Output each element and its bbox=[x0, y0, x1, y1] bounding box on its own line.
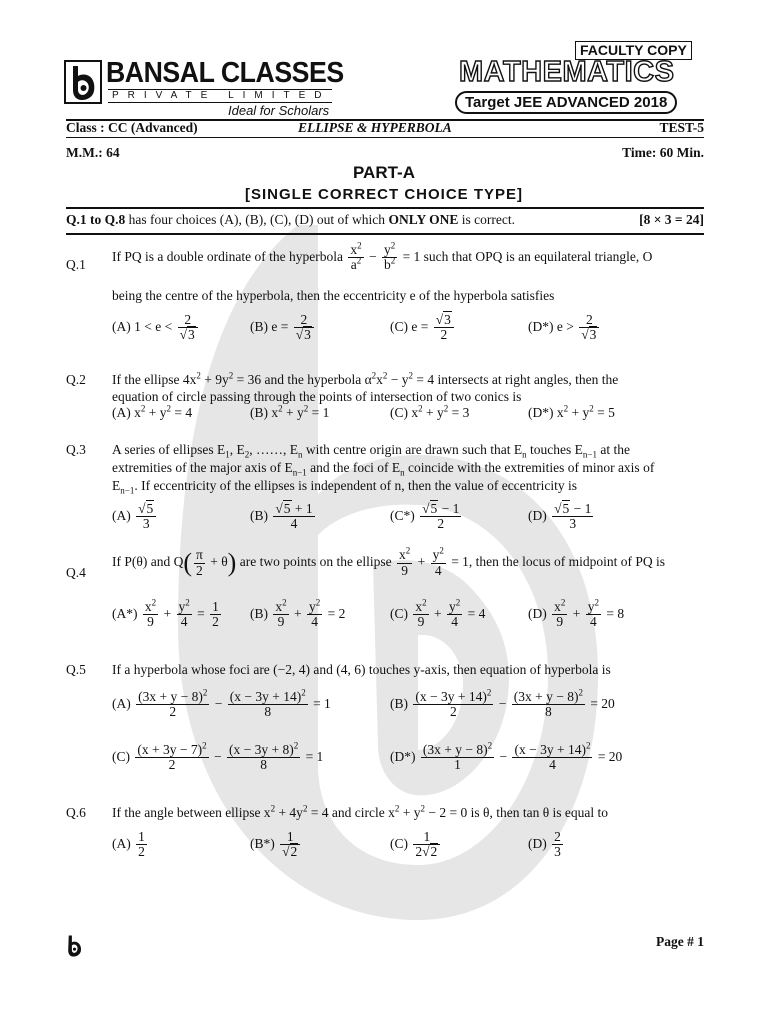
question-number: Q.2 bbox=[66, 372, 86, 387]
option-d: (D) $\frac{2}{3}$ bbox=[528, 829, 561, 860]
option-d: (D) $\frac{x^2}{9}$ + $\frac{y^2}{4}$ = 8 bbox=[528, 597, 625, 630]
faculty-copy-badge: FACULTY COPY bbox=[575, 41, 692, 60]
option-c: (C) $\frac{x^2}{9}$ + $\frac{y^2}{4}$ = 4 bbox=[390, 597, 486, 630]
option-d: (D) $\frac{√5 - 1}{3}$ bbox=[528, 501, 592, 532]
topic-label: ELLIPSE & HYPERBOLA bbox=[298, 120, 452, 135]
question-text: equation of circle passing through the points of intersection of two conics is bbox=[112, 389, 522, 404]
page-number: Page # 1 bbox=[656, 934, 704, 949]
brand-sub: PRIVATE LIMITED bbox=[112, 90, 331, 101]
max-marks: M.M.: 64 bbox=[66, 145, 120, 160]
question-number: Q.3 bbox=[66, 442, 86, 457]
option-d: (D*) $\frac{(3x + y - 8)^2}{1}$ − $\frac{(x - 3y + 14)^2}{4}$ = 20 bbox=[390, 740, 623, 773]
bansal-small-logo-icon bbox=[64, 934, 84, 958]
marking-scheme: [8 × 3 = 24] bbox=[639, 212, 704, 227]
option-b: (B) $\frac{x^2}{9}$ + $\frac{y^2}{4}$ = 2 bbox=[250, 597, 346, 630]
option-a: (A) $\frac{1}{2}$ bbox=[112, 829, 145, 860]
brand-tagline: Ideal for Scholars bbox=[228, 103, 330, 118]
option-c: (C) $\frac{(x + 3y - 7)^2}{2}$ − $\frac{(x - 3y + 8)^2}{8}$ = 1 bbox=[112, 740, 324, 773]
instruction-line: Q.1 to Q.8 has four choices (A), (B), (C), (D) out of which ONLY ONE is correct. bbox=[66, 212, 515, 227]
part-title: PART-A bbox=[352, 163, 415, 182]
question-text: being the centre of the hyperbola, then the eccentricity e of the hyperbola satisfies bbox=[112, 288, 555, 303]
test-label: TEST-5 bbox=[659, 120, 704, 135]
brand-name: BANSAL CLASSES bbox=[106, 57, 344, 89]
option-d: (D*) $x^2 + y^2 = 5$ bbox=[528, 403, 615, 420]
question-number: Q.5 bbox=[66, 662, 86, 677]
option-b: (B) $\frac{(x - 3y + 14)^2}{2}$ − $\frac{(3x + y - 8)^2}{8}$ = 20 bbox=[390, 687, 615, 720]
option-a: (A) $\frac{√5}{3}$ bbox=[112, 502, 158, 531]
target-badge: Target JEE ADVANCED 2018 bbox=[455, 91, 677, 114]
question-text: If P(θ) and Q( $\frac{\pi}{2}$ + θ) are two points on the ellipse $\frac{x^2}{9}$ + $\frac{y^2}{4}$ = 1, then the locus of midpoint of PQ is bbox=[112, 545, 666, 578]
option-a: (A) $x^2 + y^2 = 4$ bbox=[112, 403, 193, 420]
option-a: (A) 1 < e < $\frac{2}{√3}$ bbox=[112, 313, 200, 342]
option-c: (C*) $\frac{√5 - 1}{2}$ bbox=[390, 501, 460, 532]
question-text: If a hyperbola whose foci are (−2, 4) and (4, 6) touches y-axis, then equation of hyperbola is bbox=[112, 662, 611, 677]
question-number: Q.1 bbox=[66, 257, 86, 272]
part-subtitle: [SINGLE CORRECT CHOICE TYPE] bbox=[244, 186, 523, 203]
question-text: A series of ellipses $E_1$, $E_2$, ……, $E_n$ with centre origin are drawn such that $E_n$ touches $E_{n-1}$ at the bbox=[112, 442, 630, 460]
question-text: If PQ is a double ordinate of the hyperbola $\frac{x^2}{a^2}$ − $\frac{y^2}{b^2}$ = 1 such that OPQ is an equilateral triangle, O bbox=[112, 240, 653, 273]
option-c: (C) $\frac{1}{2√2}$ bbox=[390, 830, 442, 859]
option-b: (B) e = $\frac{2}{√3}$ bbox=[250, 313, 316, 342]
class-label: Class : CC (Advanced) bbox=[66, 120, 198, 135]
option-a: (A) $\frac{(3x + y - 8)^2}{2}$ − $\frac{(x - 3y + 14)^2}{8}$ = 1 bbox=[112, 687, 331, 720]
question-text: If the angle between ellipse $x^2 + 4y^2 = 4$ and circle $x^2 + y^2 - 2 = 0$ is θ, then tan θ is equal to bbox=[112, 803, 609, 820]
subject-title: MATHEMATICS bbox=[459, 56, 675, 88]
question-text: If the ellipse $4x^2 + 9y^2 = 36$ and the hyperbola $\alpha^2x^2 - y^2 = 4$ intersects at right angles, then the bbox=[112, 370, 619, 387]
bansal-logo-icon bbox=[64, 60, 102, 104]
option-b: (B) $x^2 + y^2 = 1$ bbox=[250, 403, 330, 420]
question-number: Q.4 bbox=[66, 565, 86, 580]
question-number: Q.6 bbox=[66, 805, 86, 820]
option-c: (C) $x^2 + y^2 = 3$ bbox=[390, 403, 470, 420]
time-label: Time: 60 Min. bbox=[622, 145, 704, 160]
option-b: (B) $\frac{√5 + 1}{4}$ bbox=[250, 501, 313, 532]
question-text: extremities of the major axis of $E_{n-1}$ and the foci of $E_n$ coincide with the extremities of minor axis of bbox=[112, 460, 655, 478]
option-c: (C) e = $\frac{√3}{2}$ bbox=[390, 313, 456, 342]
option-a: (A*) $\frac{x^2}{9}$ + $\frac{y^2}{4}$ = $\frac{1}{2}$ bbox=[112, 597, 219, 630]
option-d: (D*) e > $\frac{2}{√3}$ bbox=[528, 313, 601, 342]
option-b: (B*) $\frac{1}{√2}$ bbox=[250, 830, 302, 859]
question-text: $E_{n-1}$. If eccentricity of the ellipses is independent of n, then the value of eccentricity is bbox=[112, 478, 578, 496]
